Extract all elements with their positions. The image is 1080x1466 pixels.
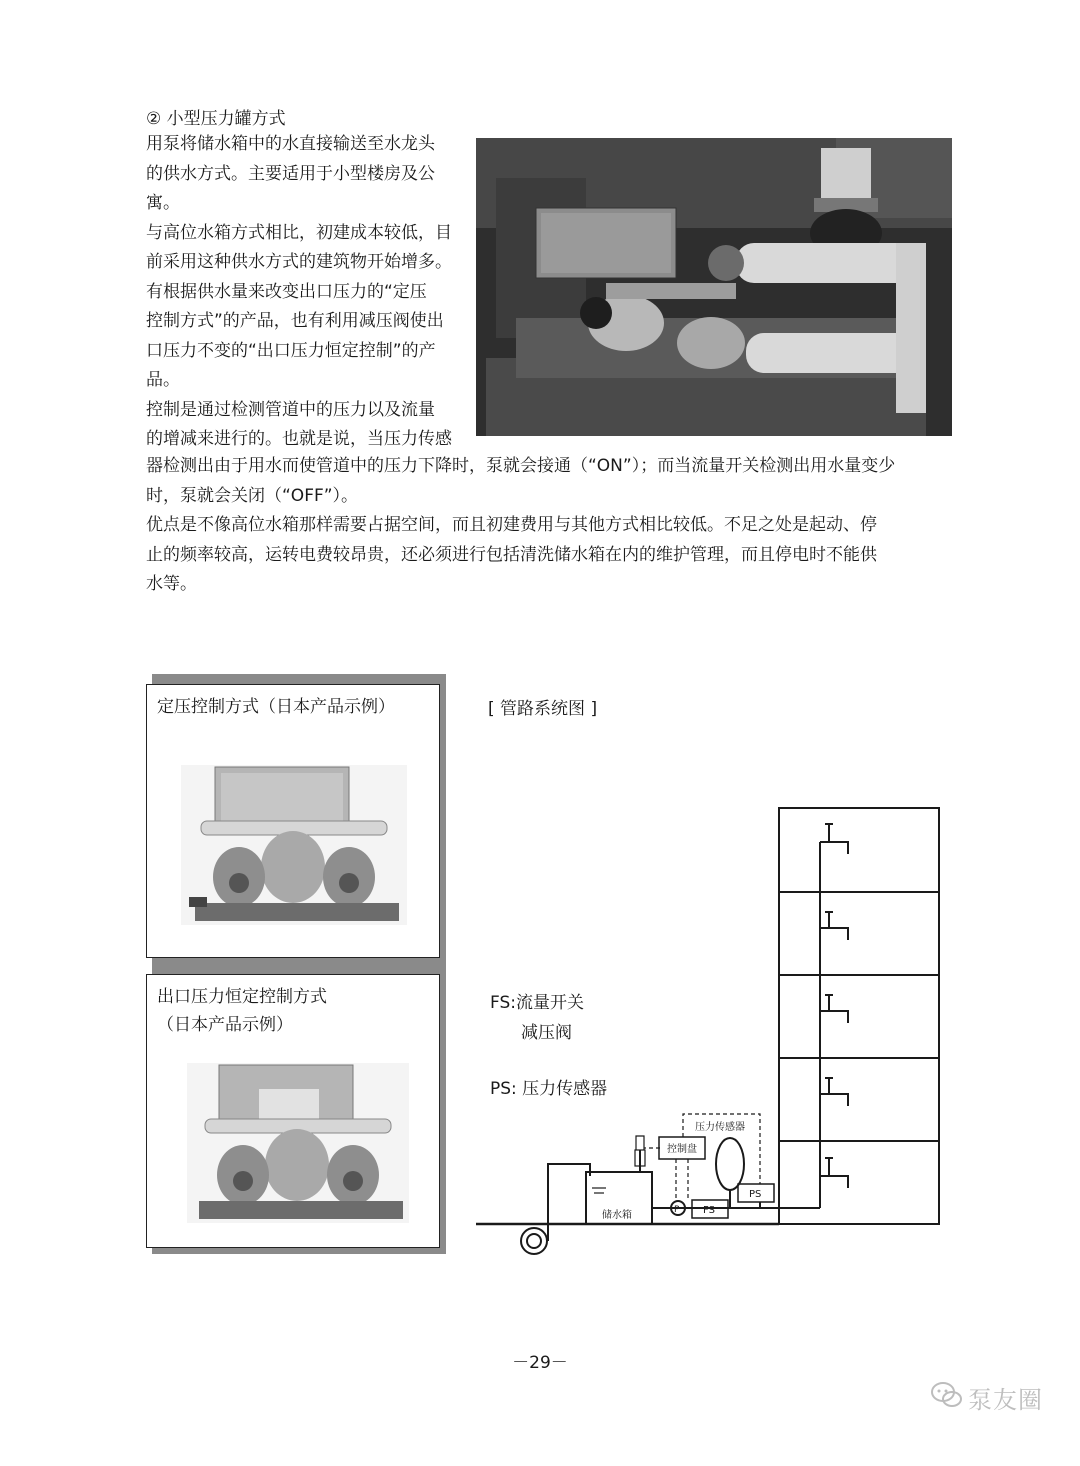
text-line: 寓。 xyxy=(146,193,180,213)
text-line: 品。 xyxy=(146,370,180,390)
page-number: －29－ xyxy=(512,1353,568,1373)
text-line: 有根据供水量来改变出口压力的“定压 xyxy=(146,281,427,302)
detail-paragraph xyxy=(146,452,956,600)
legend-ps: PS: 压力传感器 xyxy=(490,1079,608,1099)
legend-valve: 减压阀 xyxy=(521,1023,572,1043)
text-line: 控制方式”的产品，也有利用减压阀使出 xyxy=(146,311,444,331)
pump-installation-photo xyxy=(476,138,952,436)
section-title: ② 小型压力罐方式 xyxy=(146,109,286,129)
card-title-line2: （日本产品示例） xyxy=(157,1015,293,1035)
card-title-line1: 出口压力恒定控制方式 xyxy=(157,987,327,1007)
watermark-text: 泵友圈 xyxy=(968,1386,1043,1414)
piping-system-diagram xyxy=(470,800,950,1270)
watermark xyxy=(930,1376,1060,1416)
building-outline xyxy=(779,808,939,1224)
pump-unit-photo xyxy=(181,765,407,925)
product-card-outlet-pressure xyxy=(146,974,440,1248)
text-line: 前采用这种供水方式的建筑物开始增多。 xyxy=(146,252,452,272)
diagram-title: [ 管路系统图 ] xyxy=(488,699,598,719)
text-line: 与高位水箱方式相比，初建成本较低，目 xyxy=(146,222,452,243)
text-line: 水等。 xyxy=(146,574,197,594)
text-line: 用泵将储水箱中的水直接输送至水龙头 xyxy=(146,134,435,154)
faucet xyxy=(820,842,848,854)
legend-fs: FS:流量开关 xyxy=(490,993,584,1013)
text-line: 的增减来进行的。也就是说，当压力传感 xyxy=(146,429,452,449)
pump-unit-photo xyxy=(187,1063,409,1223)
sensor-label: 压力传感器 xyxy=(695,1122,745,1133)
pressure-tank xyxy=(716,1138,744,1190)
text-line: 优点是不像高位水箱那样需要占据空间，而且初建费用与其他方式相比较低。不足之处是起动、停 xyxy=(146,515,877,535)
text-line: 时，泵就会关闭（“OFF”）。 xyxy=(146,485,359,506)
product-card-constant-pressure xyxy=(146,684,440,958)
text-line: 口压力不变的“出口压力恒定控制”的产 xyxy=(146,340,436,361)
text-line: 控制是通过检测管道中的压力以及流量 xyxy=(146,399,435,420)
text-line: 止的频率较高，运转电费较昂贵，还必须进行包括清洗储水箱在内的维护管理，而且停电时不能供 xyxy=(146,544,877,565)
card-title: 定压控制方式（日本产品示例） xyxy=(157,697,395,717)
ps-label: PS xyxy=(749,1189,762,1200)
fs-label: FS xyxy=(703,1205,715,1216)
wechat-icon xyxy=(930,1380,964,1410)
pump-label: P xyxy=(674,1205,680,1215)
tank-label: 储水箱 xyxy=(602,1210,632,1221)
text-line: 器检测出由于用水而使管道中的压力下降时，泵就会接通（“ON”）；而当流量开关检测出用水量变少 xyxy=(146,456,896,476)
text-line: 的供水方式。主要适用于小型楼房及公 xyxy=(146,163,435,184)
panel-label: 控制盘 xyxy=(667,1144,697,1155)
intro-paragraph xyxy=(146,130,476,455)
